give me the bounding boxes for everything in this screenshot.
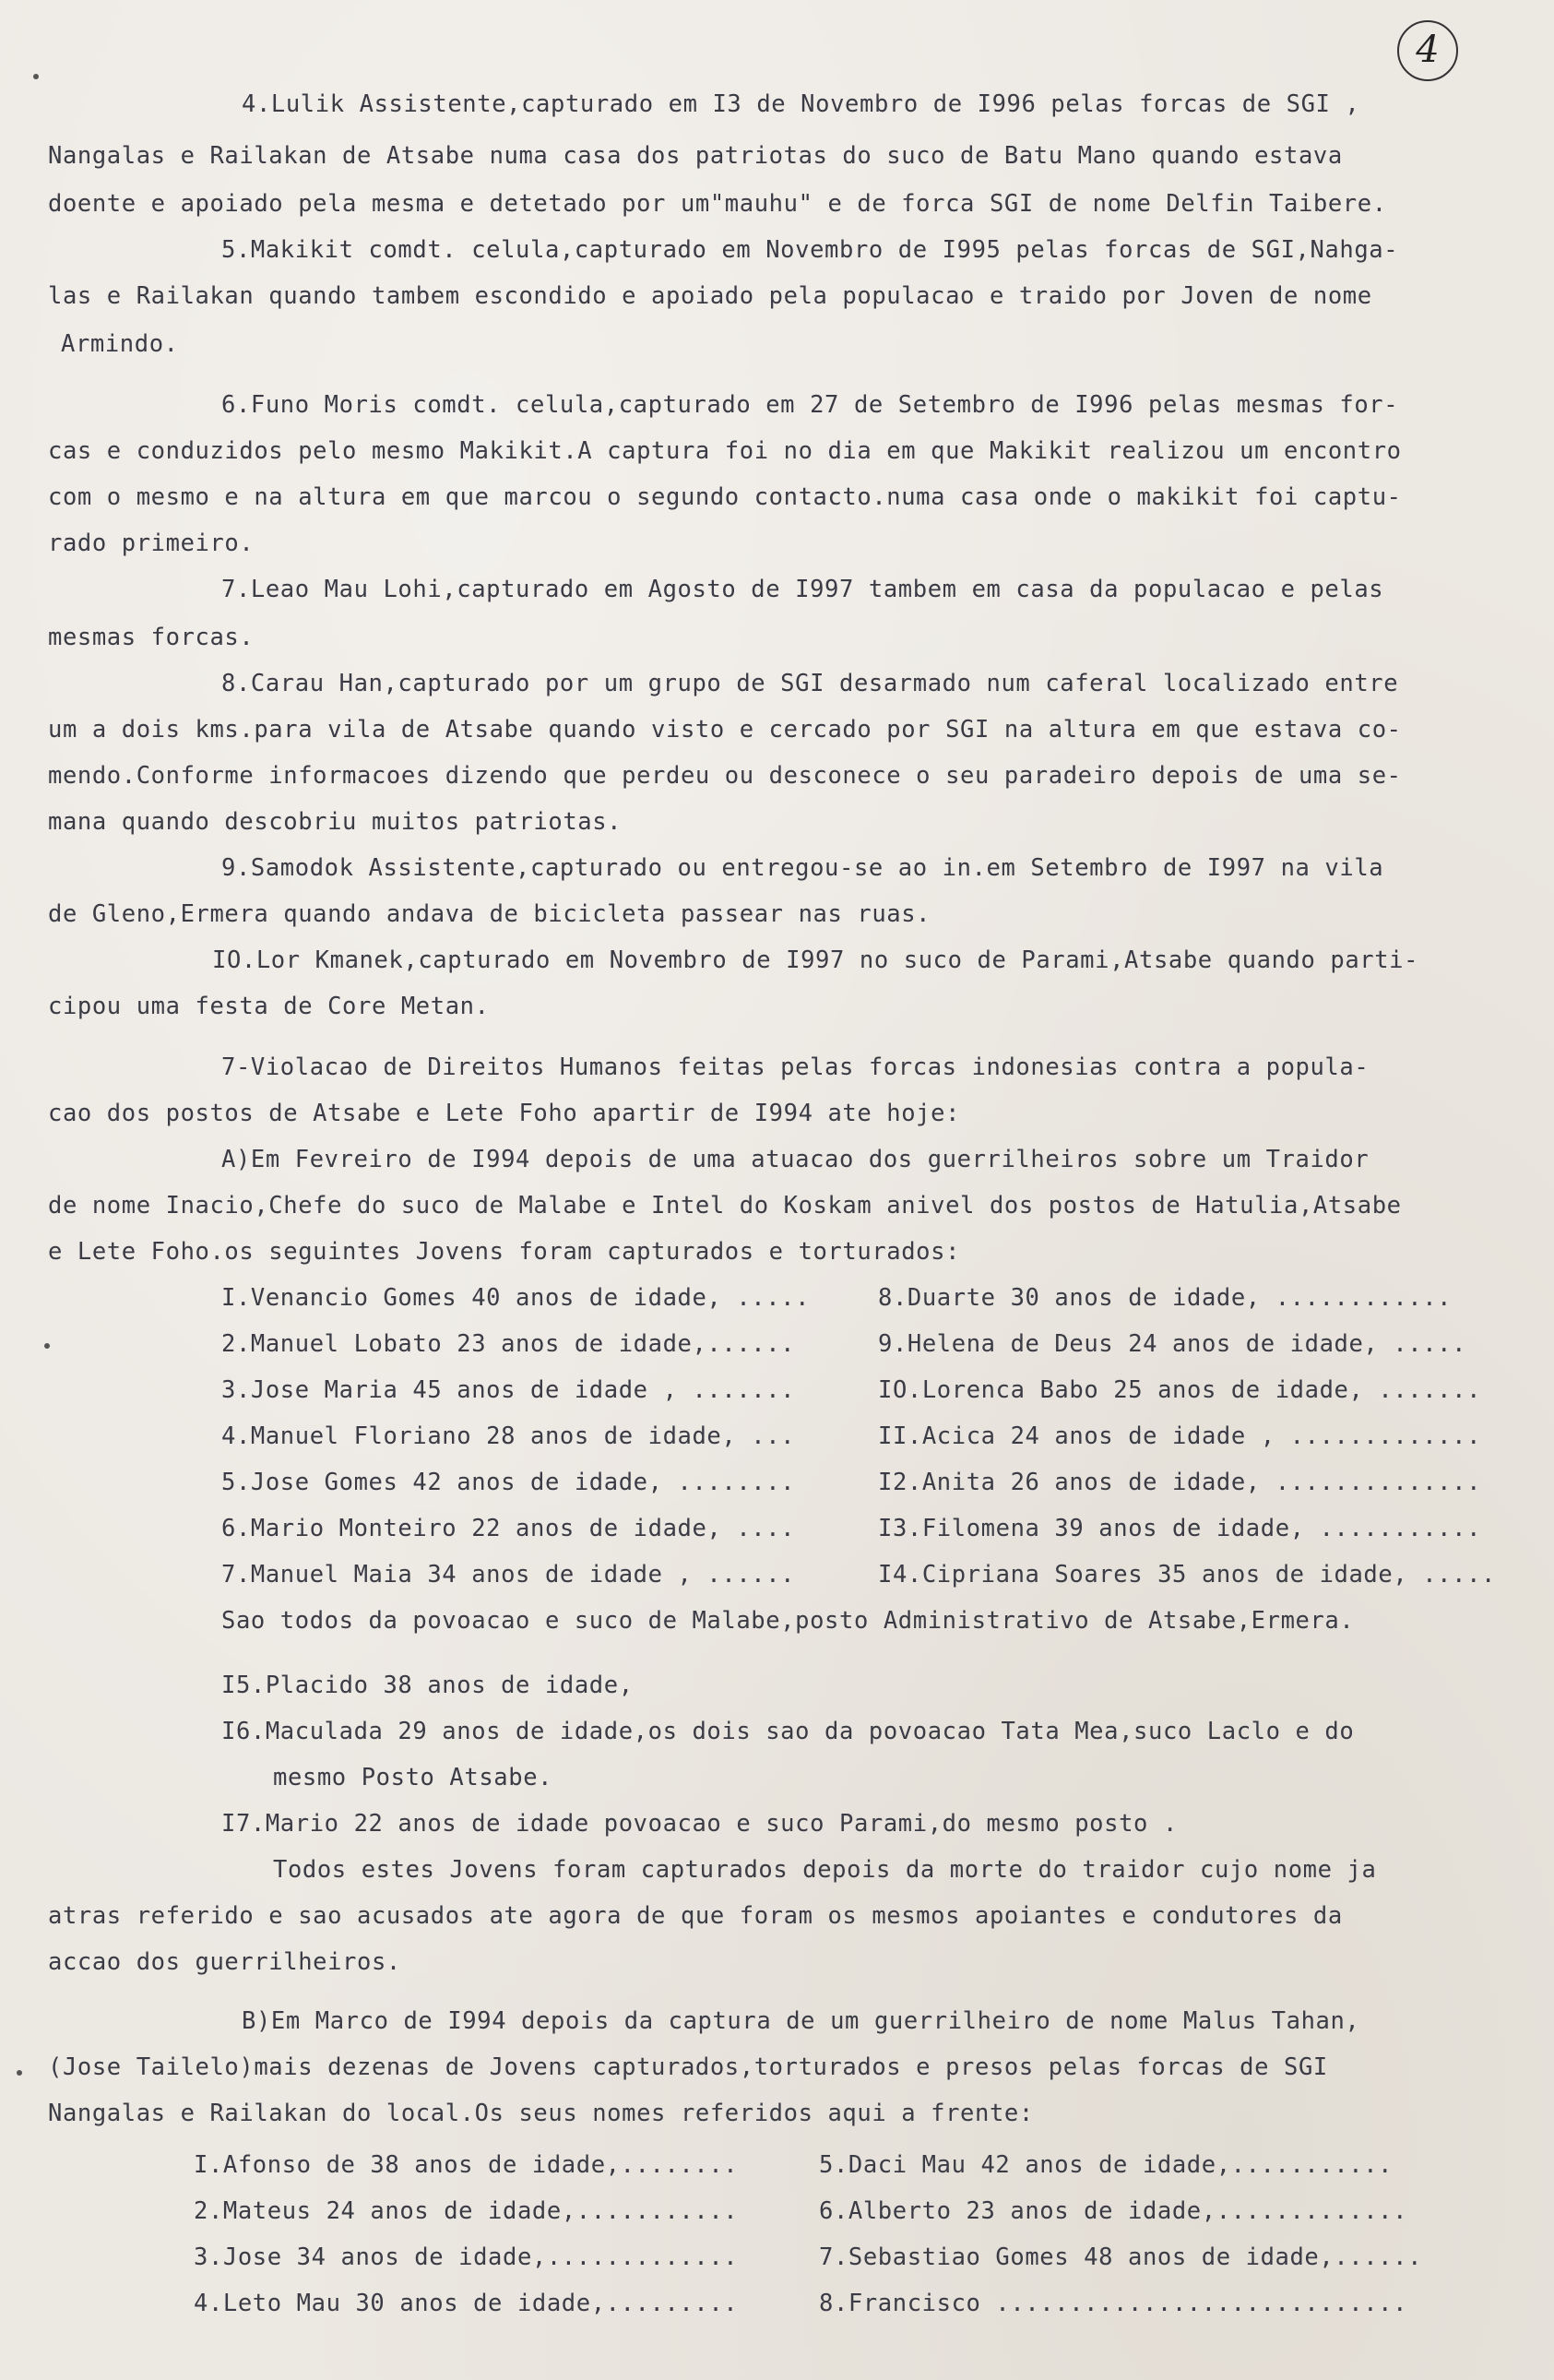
list-item: I4.Cipriana Soares 35 anos de idade, ..... (878, 1561, 1496, 1589)
list-item: 9.Helena de Deus 24 anos de idade, ..... (878, 1330, 1467, 1358)
text-line: A)Em Fevreiro de I994 depois de uma atuacao dos guerrilheiros sobre um Traidor (221, 1146, 1370, 1173)
text-line: Todos estes Jovens foram capturados depois da morte do traidor cujo nome ja (273, 1856, 1377, 1884)
list-item: I6.Maculada 29 anos de idade,os dois sao da povoacao Tata Mea,suco Laclo e do (221, 1718, 1355, 1745)
text-line: rado primeiro. (48, 530, 255, 557)
text-line: cao dos postos de Atsabe e Lete Foho apartir de I994 ate hoje: (48, 1100, 961, 1127)
text-line: mesmas forcas. (48, 624, 255, 651)
text-line: atras referido e sao acusados ate agora de que foram os mesmos apoiantes e condutores da (48, 1902, 1343, 1930)
list-item: 4.Leto Mau 30 anos de idade,......... (194, 2290, 739, 2317)
text-line: B)Em Marco de I994 depois da captura de um guerrilheiro de nome Malus Tahan, (242, 2007, 1360, 2035)
text-line: (Jose Tailelo)mais dezenas de Jovens capturados,torturados e presos pelas forcas de SGI (48, 2053, 1328, 2081)
text-line: um a dois kms.para vila de Atsabe quando visto e cercado por SGI na altura em que estava co- (48, 716, 1402, 744)
text-line: Armindo. (61, 330, 179, 358)
text-line: IO.Lor Kmanek,capturado em Novembro de I997 no suco de Parami,Atsabe quando parti- (212, 946, 1419, 974)
text-line: las e Railakan quando tambem escondido e apoiado pela populacao e traido por Joven de nome (48, 282, 1372, 310)
text-line: doente e apoiado pela mesma e detetado por um"mauhu" e de forca SGI de nome Delfin Taibere. (48, 190, 1387, 218)
text-line: accao dos guerrilheiros. (48, 1948, 401, 1976)
list-item: 2.Manuel Lobato 23 anos de idade,...... (221, 1330, 796, 1358)
text-line: 4.Lulik Assistente,capturado em I3 de Novembro de I996 pelas forcas de SGI , (242, 90, 1360, 118)
text-line: mesmo Posto Atsabe. (273, 1764, 553, 1791)
list-item: I3.Filomena 39 anos de idade, ........... (878, 1515, 1482, 1542)
text-line: 9.Samodok Assistente,capturado ou entregou-se ao in.em Setembro de I997 na vila (221, 854, 1384, 882)
page-number: 4 (1397, 20, 1458, 81)
list-item: I2.Anita 26 anos de idade, .............. (878, 1469, 1482, 1496)
text-line: e Lete Foho.os seguintes Jovens foram capturados e torturados: (48, 1238, 961, 1266)
list-item: 5.Daci Mau 42 anos de idade,........... (819, 2151, 1394, 2179)
list-item: 5.Jose Gomes 42 anos de idade, ........ (221, 1469, 796, 1496)
text-line: cipou uma festa de Core Metan. (48, 993, 490, 1020)
list-item: I.Afonso de 38 anos de idade,........ (194, 2151, 739, 2179)
text-line: Nangalas e Railakan do local.Os seus nomes referidos aqui a frente: (48, 2100, 1034, 2127)
list-item: 3.Jose Maria 45 anos de idade , ....... (221, 1376, 796, 1404)
text-line: com o mesmo e na altura em que marcou o segundo contacto.numa casa onde o makikit foi captu- (48, 483, 1402, 511)
list-item: 7.Sebastiao Gomes 48 anos de idade,...... (819, 2243, 1423, 2271)
list-item: 3.Jose 34 anos de idade,............. (194, 2243, 739, 2271)
list-item: 8.Duarte 30 anos de idade, ............ (878, 1284, 1453, 1312)
text-line: 5.Makikit comdt. celula,capturado em Novembro de I995 pelas forcas de SGI,Nahga- (221, 236, 1399, 264)
margin-mark (44, 1343, 50, 1349)
text-line: 6.Funo Moris comdt. celula,capturado em 27 de Setembro de I996 pelas mesmas for- (221, 391, 1399, 419)
text-line: de nome Inacio,Chefe do suco de Malabe e Intel do Koskam anivel dos postos de Hatulia,Atsabe (48, 1192, 1402, 1220)
text-line: de Gleno,Ermera quando andava de bicicleta passear nas ruas. (48, 900, 931, 928)
section-heading: 7-Violacao de Direitos Humanos feitas pelas forcas indonesias contra a popula- (221, 1053, 1370, 1081)
list-item: 6.Alberto 23 anos de idade,............. (819, 2197, 1408, 2225)
text-line: mendo.Conforme informacoes dizendo que perdeu ou desconece o seu paradeiro depois de uma se- (48, 762, 1402, 790)
text-line: mana quando descobriu muitos patriotas. (48, 808, 623, 836)
list-item: IO.Lorenca Babo 25 anos de idade, ....... (878, 1376, 1482, 1404)
text-line: 8.Carau Han,capturado por um grupo de SGI desarmado num caferal localizado entre (221, 670, 1399, 697)
text-line: 7.Leao Mau Lohi,capturado em Agosto de I997 tambem em casa da populacao e pelas (221, 576, 1384, 603)
list-item: 7.Manuel Maia 34 anos de idade , ...... (221, 1561, 796, 1589)
list-item: I5.Placido 38 anos de idade, (221, 1672, 634, 1699)
list-item: 4.Manuel Floriano 28 anos de idade, ... (221, 1422, 796, 1450)
list-item: 6.Mario Monteiro 22 anos de idade, .... (221, 1515, 796, 1542)
list-item: 2.Mateus 24 anos de idade,........... (194, 2197, 739, 2225)
margin-mark (17, 2070, 22, 2076)
margin-mark (33, 74, 39, 79)
list-item: 8.Francisco ............................ (819, 2290, 1408, 2317)
list-item: I.Venancio Gomes 40 anos de idade, ..... (221, 1284, 811, 1312)
text-line: Nangalas e Railakan de Atsabe numa casa dos patriotas do suco de Batu Mano quando estava (48, 142, 1343, 170)
text-line: Sao todos da povoacao e suco de Malabe,posto Administrativo de Atsabe,Ermera. (221, 1607, 1355, 1635)
list-item: I7.Mario 22 anos de idade povoacao e suco Parami,do mesmo posto . (221, 1810, 1178, 1838)
list-item: II.Acica 24 anos de idade , ............. (878, 1422, 1482, 1450)
text-line: cas e conduzidos pelo mesmo Makikit.A captura foi no dia em que Makikit realizou um encontro (48, 437, 1402, 465)
